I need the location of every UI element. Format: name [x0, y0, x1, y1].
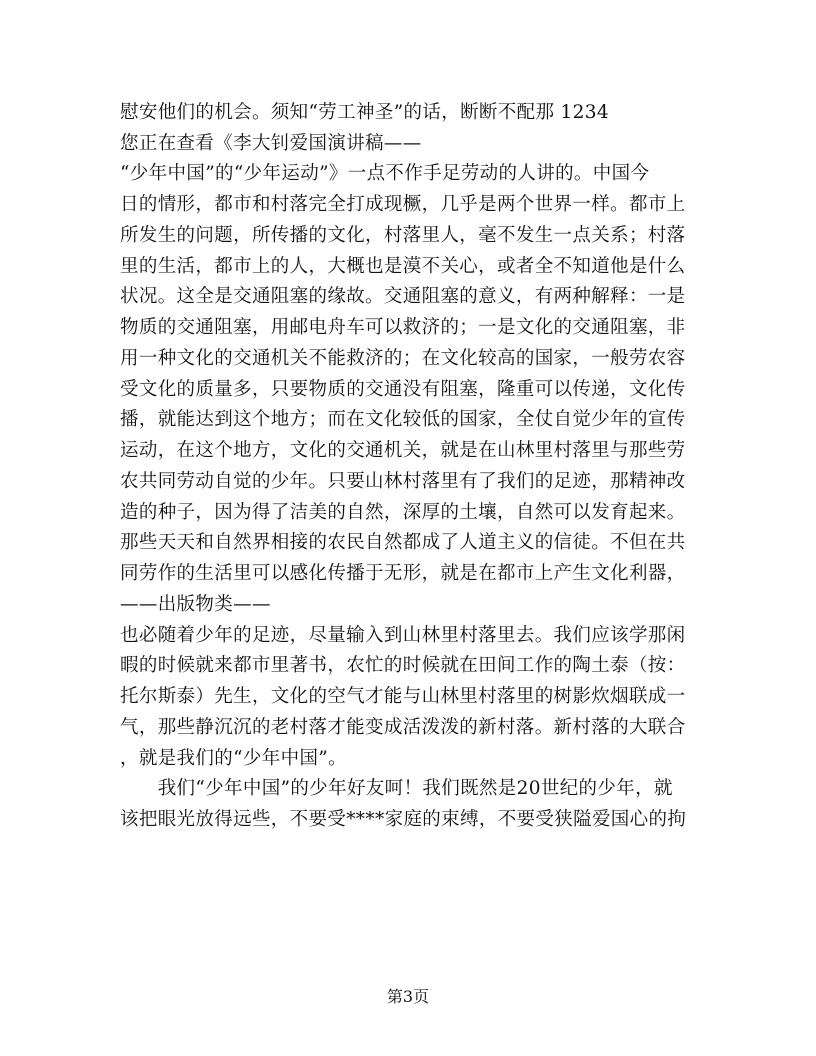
text-line: 播，就能达到这个地方；而在文化较低的国家，全仗自觉少年的宣传: [120, 409, 686, 430]
text-line: 气，那些静沉沉的老村落才能变成活泼泼的新村落。新村落的大联合: [120, 717, 686, 738]
text-line: 物质的交通阻塞，用邮电舟车可以救济的；一是文化的交通阻塞，非: [120, 317, 686, 338]
text-line: 同劳作的生活里可以感化传播于无形，就是在都市上产生文化利器，: [120, 563, 686, 584]
text-line: 状况。这全是交通阻塞的缘故。交通阻塞的意义，有两种解释：一是: [120, 286, 686, 307]
text-line: 我们“少年中国”的少年好友呵！我们既然是20世纪的少年，就: [120, 778, 673, 799]
text-line: 托尔斯泰）先生，文化的空气才能与山林里村落里的树影炊烟联成一: [120, 686, 686, 707]
text-line: “少年中国”的“少年运动”》一点不作手足劳动的人讲的。中国今: [120, 163, 650, 184]
text-line: 所发生的问题，所传播的文化，村落里人，毫不发生一点关系；村落: [120, 225, 686, 246]
text-line: 您正在查看《李大钊爱国演讲稿——: [120, 133, 422, 154]
text-line: 该把眼光放得远些，不要受****家庭的束缚，不要受狭隘爱国心的拘: [120, 809, 687, 830]
text-line: 暇的时候就来都市里著书，农忙的时候就在田间工作的陶土泰（按：: [120, 655, 686, 676]
text-line: 用一种文化的交通机关不能救济的；在文化较高的国家，一般劳农容: [120, 348, 686, 369]
text-line: ——出版物类——: [120, 594, 271, 615]
text-line: 造的种子，因为得了洁美的自然，深厚的土壤，自然可以发育起来。: [120, 502, 686, 523]
text-line: 运动，在这个地方，文化的交通机关，就是在山林里村落里与那些劳: [120, 440, 686, 461]
text-line: ，就是我们的“少年中国”。: [120, 748, 347, 769]
text-line: 里的生活，都市上的人，大概也是漠不关心，或者全不知道他是什么: [120, 256, 686, 277]
text-line: 那些天天和自然界相接的农民自然都成了人道主义的信徒。不但在共: [120, 532, 686, 553]
text-line: 受文化的质量多，只要物质的交通没有阻塞，隆重可以传递，文化传: [120, 379, 686, 400]
text-line: 也必随着少年的足迹，尽量输入到山林里村落里去。我们应该学那闲: [120, 625, 686, 646]
text-line: 日的情形，都市和村落完全打成现橛，几乎是两个世界一样。都市上: [120, 194, 686, 215]
text-line: 慰安他们的机会。须知“劳工神圣”的话，断断不配那 1234: [120, 102, 610, 123]
text-line: 农共同劳动自觉的少年。只要山林村落里有了我们的足迹，那精神改: [120, 471, 686, 492]
page-number: 第3页: [386, 987, 430, 1006]
